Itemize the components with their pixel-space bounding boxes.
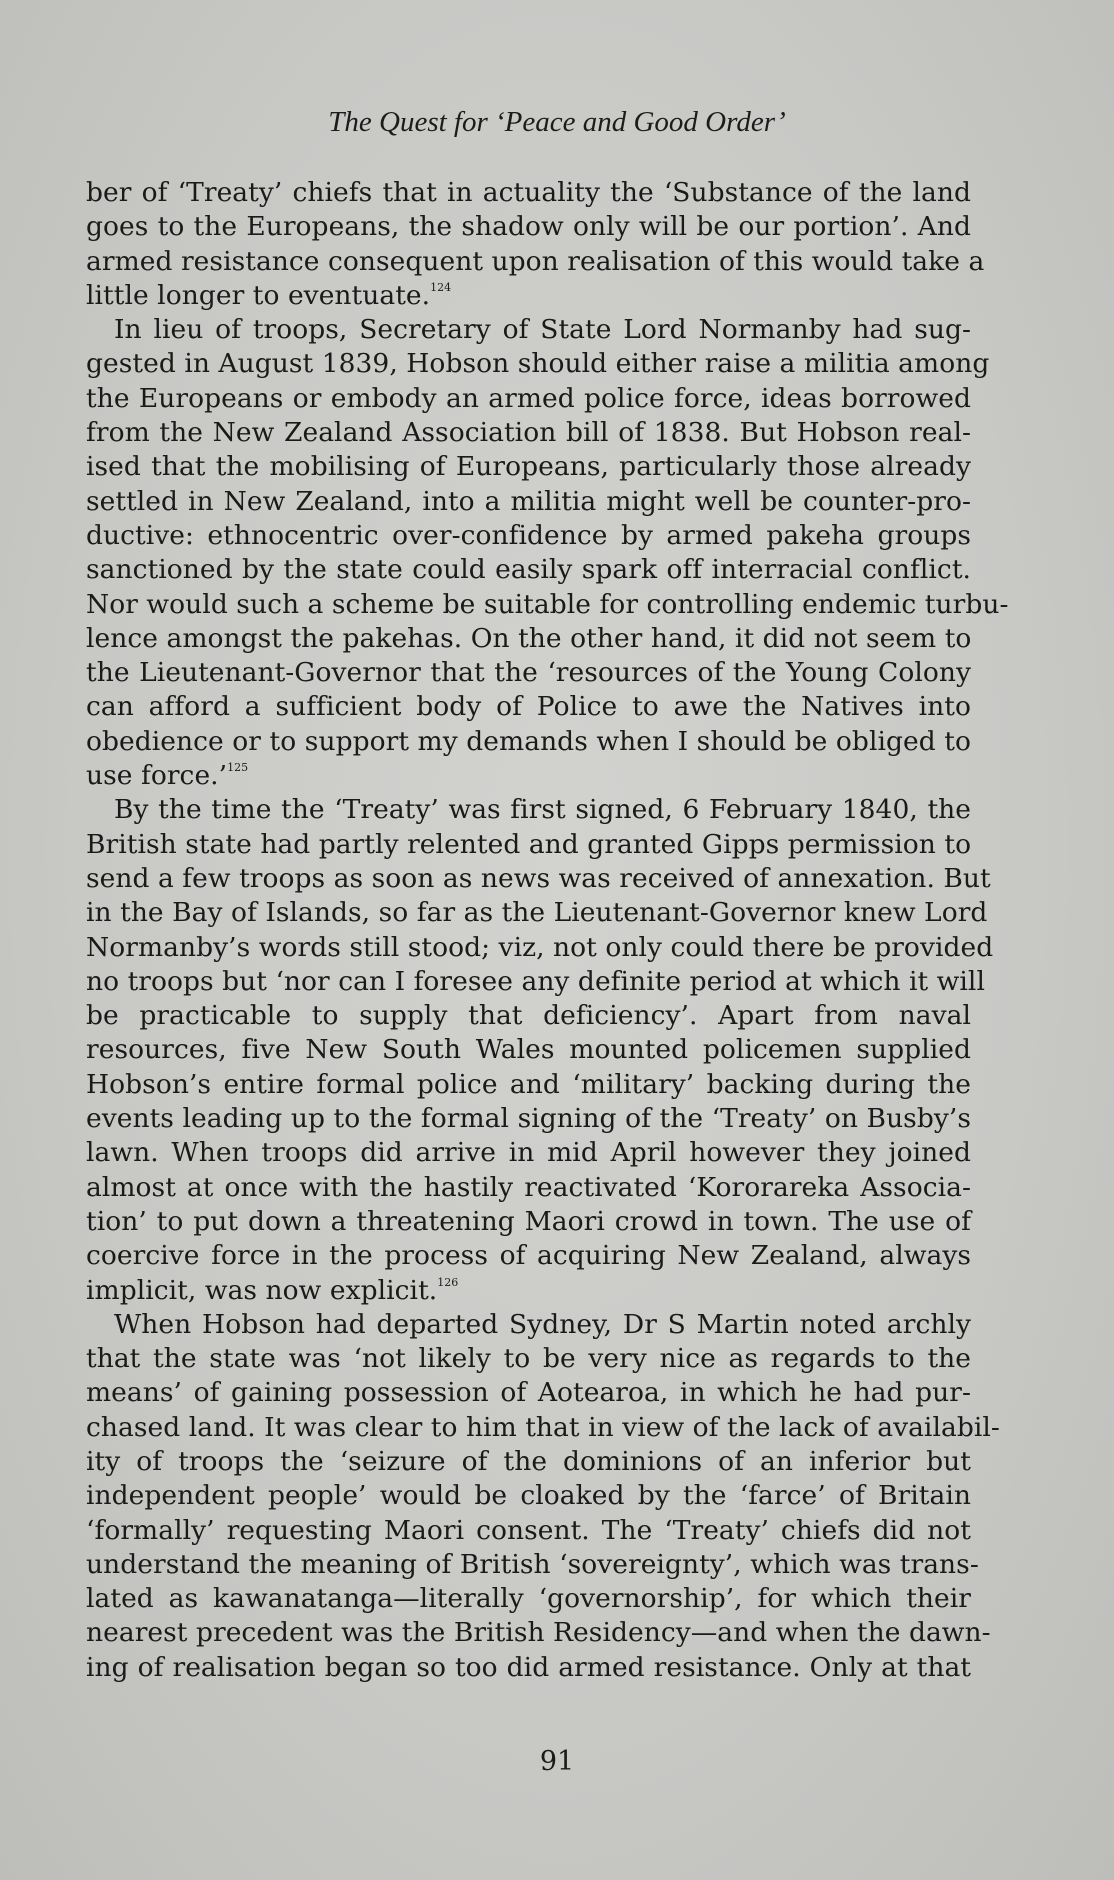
text-line: By the time the ‘Treaty’ was first signed, 6 February 1840, the	[114, 794, 971, 826]
text-line: that the state was ‘not likely to be very nice as regards to the	[86, 1343, 971, 1375]
text-line: lated as kawanatanga—literally ‘governorship’, for which their	[86, 1583, 971, 1615]
text-line: tion’ to put down a threatening Maori crowd in town. The use of	[86, 1205, 971, 1237]
text-line: obedience or to support my demands when I should be obliged to	[86, 725, 971, 757]
text-line: from the New Zealand Association bill of 1838. But Hobson real-	[86, 417, 971, 449]
text-line: coercive force in the process of acquiring New Zealand, always	[86, 1240, 971, 1272]
text-line: resources, five New South Wales mounted policemen supplied	[86, 1034, 971, 1066]
text-line: send a few troops as soon as news was received of annexation. But	[86, 862, 991, 894]
text-line: implicit, was now explicit.$^{126}$	[86, 1274, 459, 1306]
text-line: understand the meaning of British ‘sovereignty’, which was trans-	[86, 1548, 979, 1580]
text-line: ductive: ethnocentric over-confidence by armed pakeha groups	[86, 519, 971, 551]
text-line: nearest precedent was the British Residency—and when the dawn-	[86, 1617, 991, 1649]
text-line: means’ of gaining possession of Aotearoa, in which he had pur-	[86, 1377, 971, 1409]
text-line: independent people’ would be cloaked by the ‘farce’ of Britain	[86, 1480, 971, 1512]
text-line: armed resistance consequent upon realisation of this would take a	[86, 245, 985, 277]
text-line: gested in August 1839, Hobson should either raise a militia among	[86, 348, 990, 380]
text-line: ‘formally’ requesting Maori consent. The ‘Treaty’ chiefs did not	[86, 1514, 971, 1546]
text-line: ised that the mobilising of Europeans, particularly those already	[86, 451, 971, 483]
text-line: lence amongst the pakehas. On the other hand, it did not seem to	[86, 622, 972, 654]
text-line: the Europeans or embody an armed police force, ideas borrowed	[86, 382, 971, 414]
text-line: can afford a sufficient body of Police to awe the Natives into	[86, 691, 971, 723]
text-line: Normanby’s words still stood; viz, not only could there be provided	[86, 931, 994, 963]
text-line: sanctioned by the state could easily spark off interracial conflict.	[86, 554, 971, 586]
footnote-marker: 125	[227, 761, 249, 775]
page-number: 91	[539, 1746, 575, 1777]
body-text	[86, 176, 1009, 1685]
text-line: little longer to eventuate.$^{124}$	[86, 279, 452, 311]
text-line: British state had partly relented and granted Gipps permission to	[86, 828, 972, 860]
running-head: The Quest for ‘Peace and Good Order’	[328, 106, 786, 138]
text-line: in the Bay of Islands, so far as the Lieutenant-Governor knew Lord	[86, 897, 988, 929]
text-line: ing of realisation began so too did armed resistance. Only at that	[86, 1651, 971, 1683]
footnote-marker: 126	[437, 1275, 459, 1289]
text-line: events leading up to the formal signing of the ‘Treaty’ on Busby’s	[86, 1103, 971, 1135]
text-line: ber of ‘Treaty’ chiefs that in actuality the ‘Substance of the land	[86, 177, 971, 208]
text-line: Nor would such a scheme be suitable for controlling endemic turbu-	[86, 588, 1009, 620]
text-line: Hobson’s entire formal police and ‘military’ backing during the	[86, 1068, 971, 1100]
text-line: settled in New Zealand, into a militia might well be counter-pro-	[86, 485, 971, 517]
text-line: lawn. When troops did arrive in mid April however they joined	[86, 1137, 971, 1169]
text-line: the Lieutenant-Governor that the ‘resources of the Young Colony	[86, 657, 971, 689]
text-line: be practicable to supply that deficiency’. Apart from naval	[86, 1000, 971, 1032]
text-line: ity of troops the ‘seizure of the dominions of an inferior but	[86, 1445, 971, 1477]
text-line: In lieu of troops, Secretary of State Lord Normanby had sug-	[114, 314, 971, 346]
text-line: use force.’$^{125}$	[86, 760, 249, 792]
text-line: almost at once with the hastily reactivated ‘Kororareka Associa-	[86, 1171, 971, 1203]
text-line: When Hobson had departed Sydney, Dr S Martin noted archly	[114, 1308, 971, 1340]
text-line: goes to the Europeans, the shadow only will be our portion’. And	[86, 211, 971, 243]
footnote-marker: 124	[430, 280, 452, 294]
text-line: no troops but ‘nor can I foresee any definite period at which it will	[86, 965, 985, 997]
text-line: chased land. It was clear to him that in view of the lack of availabil-	[86, 1411, 1000, 1443]
